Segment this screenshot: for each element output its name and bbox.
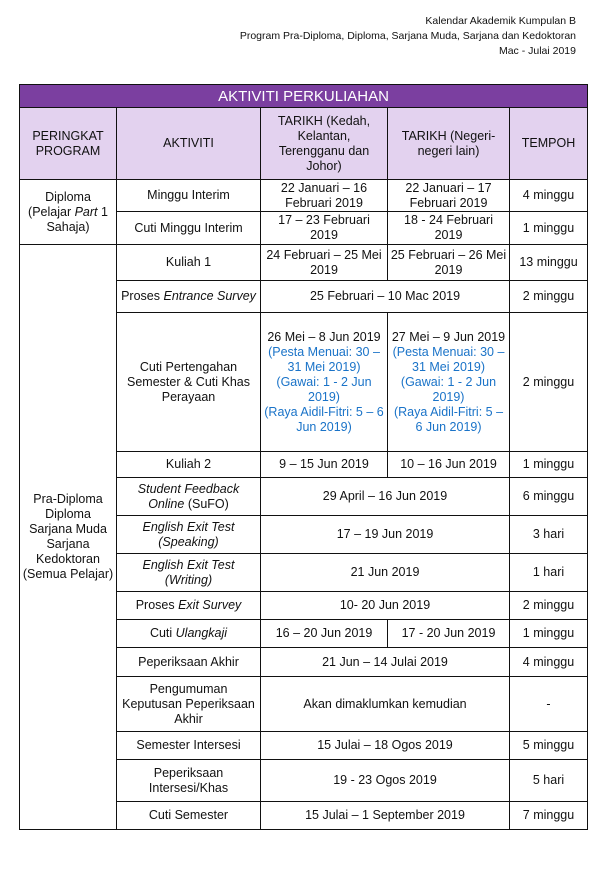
tarikh-cell: 10- 20 Jun 2019: [261, 592, 510, 620]
tempoh-cell: 2 minggu: [510, 313, 588, 452]
tarikh-cell: 21 Jun – 14 Julai 2019: [261, 648, 510, 677]
tarikh-1-cell: 22 Januari – 16 Februari 2019: [261, 180, 388, 212]
tarikh-cell: 17 – 19 Jun 2019: [261, 516, 510, 554]
tempoh-cell: 1 minggu: [510, 452, 588, 478]
tarikh-2-cell: 18 - 24 Februari 2019: [388, 212, 510, 245]
aktiviti-cell: English Exit Test (Speaking): [117, 516, 261, 554]
aktiviti-cell: Peperiksaan Intersesi/Khas: [117, 760, 261, 802]
tarikh-2-cell: 25 Februari – 26 Mei 2019: [388, 245, 510, 281]
tarikh-1-cell: 17 – 23 Februari 2019: [261, 212, 388, 245]
tempoh-cell: 4 minggu: [510, 648, 588, 677]
aktiviti-cell: Pengumuman Keputusan Peperiksaan Akhir: [117, 677, 261, 732]
col-header-aktiviti: AKTIVITI: [117, 108, 261, 180]
col-header-tempoh: TEMPOH: [510, 108, 588, 180]
tarikh-cell: 29 April – 16 Jun 2019: [261, 478, 510, 516]
aktiviti-cell: Cuti Semester: [117, 802, 261, 830]
tempoh-cell: 1 minggu: [510, 620, 588, 648]
table-row: [20, 245, 588, 281]
tarikh-2-cell: 17 - 20 Jun 2019: [388, 620, 510, 648]
aktiviti-cell: Cuti Minggu Interim: [117, 212, 261, 245]
tempoh-cell: 2 minggu: [510, 592, 588, 620]
aktiviti-cell: Proses Entrance Survey: [117, 281, 261, 313]
tempoh-cell: 4 minggu: [510, 180, 588, 212]
tempoh-cell: 6 minggu: [510, 478, 588, 516]
tarikh-2-cell: 27 Mei – 9 Jun 2019 (Pesta Menuai: 30 – 31 Mei 2019) (Gawai: 1 - 2 Jun 2019) (Raya Aidil-Fitri: 5 – 6 Jun 2019): [388, 313, 510, 452]
aktiviti-cell: Peperiksaan Akhir: [117, 648, 261, 677]
header-line-2: Program Pra-Diploma, Diploma, Sarjana Muda, Sarjana dan Kedoktoran: [239, 30, 576, 42]
tempoh-cell: 1 hari: [510, 554, 588, 592]
tarikh-2-cell: 22 Januari – 17 Februari 2019: [388, 180, 510, 212]
aktiviti-cell: Student Feedback Online (SuFO): [117, 478, 261, 516]
tempoh-cell: 13 minggu: [510, 245, 588, 281]
aktiviti-cell: Minggu Interim: [117, 180, 261, 212]
tempoh-cell: 7 minggu: [510, 802, 588, 830]
table-row: [20, 180, 588, 212]
peringkat-diploma: Diploma (Pelajar Part 1 Sahaja): [20, 180, 117, 245]
tarikh-cell: Akan dimaklumkan kemudian: [261, 677, 510, 732]
header-line-1: Kalendar Akademik Kumpulan B: [425, 15, 576, 27]
col-header-peringkat: PERINGKAT PROGRAM: [20, 108, 117, 180]
aktiviti-cell: Semester Intersesi: [117, 732, 261, 760]
aktiviti-cell: Kuliah 2: [117, 452, 261, 478]
tempoh-cell: 5 hari: [510, 760, 588, 802]
academic-calendar-table: [19, 84, 588, 830]
tarikh-2-cell: 10 – 16 Jun 2019: [388, 452, 510, 478]
tempoh-cell: 3 hari: [510, 516, 588, 554]
header-line-3: Mac - Julai 2019: [498, 45, 576, 57]
tarikh-cell: 15 Julai – 1 September 2019: [261, 802, 510, 830]
table-title: AKTIVITI PERKULIAHAN: [20, 85, 588, 108]
tarikh-1-cell: 16 – 20 Jun 2019: [261, 620, 388, 648]
tarikh-1-cell: 26 Mei – 8 Jun 2019 (Pesta Menuai: 30 – 31 Mei 2019) (Gawai: 1 - 2 Jun 2019) (Raya Aidil-Fitri: 5 – 6 Jun 2019): [261, 313, 388, 452]
tempoh-cell: 5 minggu: [510, 732, 588, 760]
aktiviti-cell: English Exit Test (Writing): [117, 554, 261, 592]
tarikh-cell: 21 Jun 2019: [261, 554, 510, 592]
peringkat-semua: Pra-Diploma Diploma Sarjana Muda Sarjana Kedoktoran (Semua Pelajar): [20, 245, 117, 830]
tarikh-cell: 25 Februari – 10 Mac 2019: [261, 281, 510, 313]
aktiviti-cell: Proses Exit Survey: [117, 592, 261, 620]
tempoh-cell: -: [510, 677, 588, 732]
tarikh-cell: 15 Julai – 18 Ogos 2019: [261, 732, 510, 760]
col-header-tarikh-1: TARIKH (Kedah, Kelantan, Terengganu dan Johor): [261, 108, 388, 180]
tarikh-1-cell: 9 – 15 Jun 2019: [261, 452, 388, 478]
tarikh-1-cell: 24 Februari – 25 Mei 2019: [261, 245, 388, 281]
col-header-tarikh-2: TARIKH (Negeri-negeri lain): [388, 108, 510, 180]
document-header: [240, 14, 576, 59]
aktiviti-cell: Kuliah 1: [117, 245, 261, 281]
aktiviti-cell: Cuti Ulangkaji: [117, 620, 261, 648]
tempoh-cell: 1 minggu: [510, 212, 588, 245]
tempoh-cell: 2 minggu: [510, 281, 588, 313]
aktiviti-cell: Cuti Pertengahan Semester & Cuti Khas Perayaan: [117, 313, 261, 452]
tarikh-cell: 19 - 23 Ogos 2019: [261, 760, 510, 802]
